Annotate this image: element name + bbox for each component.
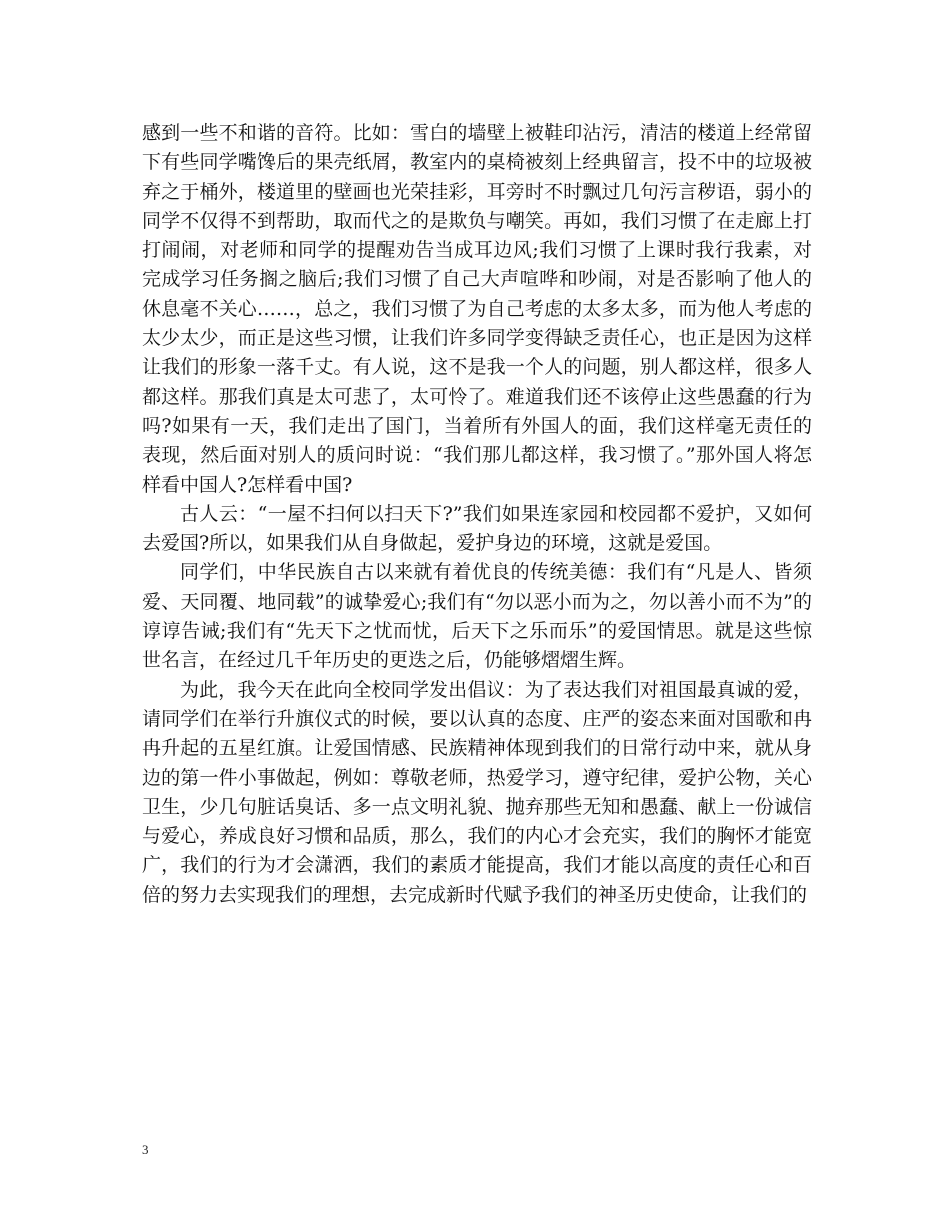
paragraph-4: 为此，我今天在此向全校同学发出倡议：为了表达我们对祖国最真诚的爱，请同学们在举行升旗仪式的时候，要以认真的态度、庄严的姿态来面对国歌和冉冉升起的五星红旗。让爱国情感、民族精神体现到我们的日常行动中来，就从身边的第一件小事做起，例如：尊敬老师，热爱学习，遵守纪律，爱护公物，关心卫生，少几句脏话臭话、多一点文明礼貌、抛弃那些无知和愚蠢、献上一份诚信与爱心，养成良好习惯和品质，那么，我们的内心才会充实，我们的胸怀才能宽广，我们的行为才会潇洒，我们的素质才能提高，我们才能以高度的责任心和百倍的努力去实现我们的理想，去完成新时代赋予我们的神圣历史使命，让我们的 <box>142 678 812 906</box>
document-body <box>142 119 812 910</box>
paragraph-3: 同学们，中华民族自古以来就有着优良的传统美德：我们有“凡是人、皆须爱、天同覆、地同载”的诚挚爱心;我们有“勿以恶小而为之，勿以善小而不为”的谆谆告诫;我们有“先天下之忧而忧，后天下之乐而乐”的爱国情思。就是这些惊世名言，在经过几千年历史的更迭之后，仍能够熠熠生辉。 <box>142 561 812 672</box>
paragraph-2: 古人云：“一屋不扫何以扫天下?”我们如果连家园和校园都不爱护，又如何去爱国?所以，如果我们从自身做起，爱护身边的环境，这就是爱国。 <box>142 502 812 555</box>
page-number: 3 <box>142 1142 149 1157</box>
paragraph-1: 感到一些不和谐的音符。比如：雪白的墙壁上被鞋印沾污，清洁的楼道上经常留下有些同学嘴馋后的果壳纸屑，教室内的桌椅被刻上经典留言，投不中的垃圾被弃之于桶外，楼道里的壁画也光荣挂彩，耳旁时不时飘过几句污言秽语，弱小的同学不仅得不到帮助，取而代之的是欺负与嘲笑。再如，我们习惯了在走廊上打打闹闹，对老师和同学的提醒劝告当成耳边风;我们习惯了上课时我行我素，对完成学习任务搁之脑后;我们习惯了自己大声喧哗和吵闹，对是否影响了他人的休息毫不关心……，总之，我们习惯了为自己考虑的太多太多，而为他人考虑的太少太少，而正是这些习惯，让我们许多同学变得缺乏责任心，也正是因为这样让我们的形象一落千丈。有人说，这不是我一个人的问题，别人都这样，很多人都这样。那我们真是太可悲了，太可怜了。难道我们还不该停止这些愚蠢的行为吗?如果有一天，我们走出了国门，当着所有外国人的面，我们这样毫无责任的表现，然后面对别人的质问时说：“我们那儿都这样，我习惯了。”那外国人将怎样看中国人?怎样看中国? <box>142 122 812 496</box>
